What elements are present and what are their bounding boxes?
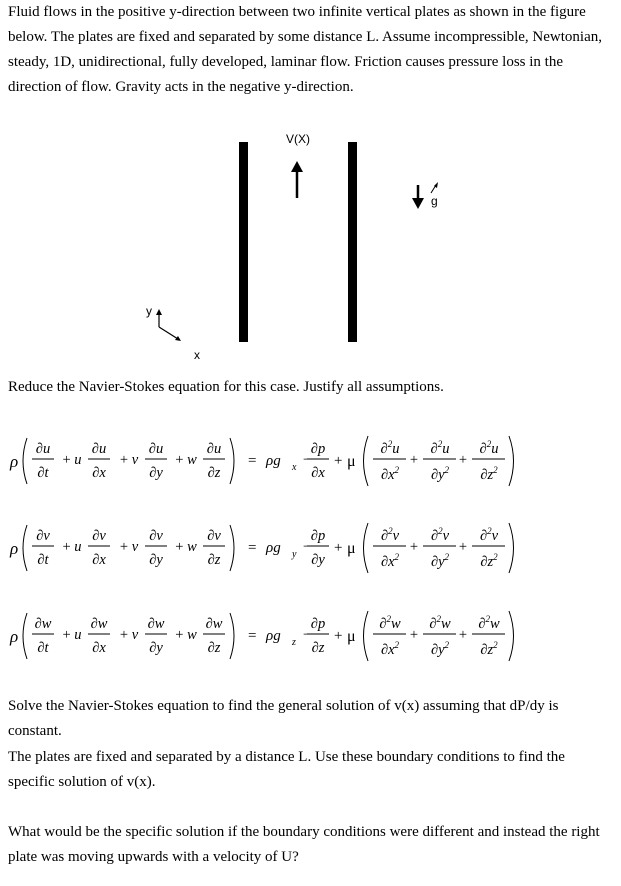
svg-text:ρ: ρ xyxy=(10,627,19,646)
svg-text:+ u: + u xyxy=(62,452,82,468)
svg-text:∂z: ∂z xyxy=(311,640,325,656)
svg-text:∂w: ∂w xyxy=(147,616,165,632)
svg-text:+: + xyxy=(409,627,419,643)
svg-text:∂z2: $\partial z^2$ xyxy=(480,640,498,658)
svg-text:∂y: ∂y xyxy=(149,552,163,568)
svg-text:+: + xyxy=(334,540,343,556)
svg-text:+: + xyxy=(409,539,419,555)
svg-text:μ: μ xyxy=(347,628,356,645)
flow-figure xyxy=(0,130,621,370)
svg-text:∂u: ∂u xyxy=(148,441,164,457)
equation-z-momentum xyxy=(0,603,621,669)
svg-text:=: = xyxy=(248,453,257,469)
svg-text:∂p: ∂p xyxy=(310,441,326,457)
svg-text:+ u: + u xyxy=(62,627,82,643)
svg-text:∂z: ∂z xyxy=(207,465,221,481)
svg-text:ρg: ρg xyxy=(266,540,281,556)
figure-drawing xyxy=(0,130,621,370)
svg-text:=: = xyxy=(248,628,257,644)
svg-text:∂2u: ∂$^2$u xyxy=(380,439,400,457)
gravity-term: ρg xyxy=(266,453,281,469)
svg-text:∂w: ∂w xyxy=(205,616,223,632)
svg-text:∂2w: ∂$^2$w xyxy=(478,614,500,632)
svg-text:∂2v: ∂$^2$v xyxy=(430,526,450,544)
svg-text:∂2u: ∂$^2$u xyxy=(479,439,499,457)
svg-text:∂z: ∂z xyxy=(207,640,221,656)
vector-arrow-icon xyxy=(431,182,438,193)
svg-text:∂2u: ∂$^2$u xyxy=(430,439,450,457)
svg-text:∂y: ∂y xyxy=(311,552,325,568)
svg-text:+ v: + v xyxy=(119,539,139,555)
svg-text:∂2w: ∂$^2$w xyxy=(429,614,451,632)
svg-text:∂2w: ∂$^2$w xyxy=(379,614,401,632)
svg-text:∂t: ∂t xyxy=(37,640,49,656)
svg-text:y: y xyxy=(292,549,297,560)
svg-text:∂x2: $\partial x^2$ xyxy=(380,640,400,658)
question-general-solution: Solve the Navier-Stokes equation to find the general solution of v(x) assuming that dP/dy is constant. xyxy=(8,698,559,739)
svg-text:∂t: ∂t xyxy=(37,465,49,481)
svg-text:∂v: ∂v xyxy=(149,528,163,544)
gravity-label: g xyxy=(431,194,438,208)
question-moving-plate: What would be the specific solution if the boundary conditions were different and instead the right plate was moving upwards with a velocity of U? xyxy=(8,824,600,865)
svg-text:+: + xyxy=(334,453,343,469)
svg-text:∂2v: ∂$^2$v xyxy=(479,526,499,544)
svg-text:z: z xyxy=(292,637,296,648)
svg-text:∂y2: $\partial y^2$ xyxy=(430,640,450,658)
svg-text:−: − xyxy=(303,452,312,468)
axis-x-label: x xyxy=(194,348,200,362)
velocity-arrow-icon xyxy=(291,161,303,198)
svg-text:∂p: ∂p xyxy=(310,528,326,544)
svg-text:∂w: ∂w xyxy=(90,616,108,632)
svg-text:∂x2: $\partial x^2$ xyxy=(380,465,400,483)
svg-text:+ w: + w xyxy=(175,627,197,643)
svg-text:∂z: ∂z xyxy=(207,552,221,568)
svg-text:+: + xyxy=(458,539,468,555)
svg-text:+ w: + w xyxy=(175,539,197,555)
svg-text:ρg: ρg xyxy=(266,628,281,644)
svg-text:+: + xyxy=(409,452,419,468)
problem-intro: Fluid flows in the positive y-direction between two infinite vertical plates as shown in the figure below. The plates are fixed and separated by some distance L. Assume incompressible, Newtonian, steady, 1D, unidirectional, fully developed, laminar flow. Friction causes pressure loss in the direction of flow. Gravity acts in the negative y-direction. xyxy=(8,4,602,95)
svg-text:+ w: + w xyxy=(175,452,197,468)
coordinate-axes-icon xyxy=(156,309,181,341)
svg-text:∂x2: $\partial x^2$ xyxy=(380,552,400,570)
mu-symbol: μ xyxy=(347,453,356,470)
left-plate xyxy=(239,142,248,342)
svg-text:∂v: ∂v xyxy=(92,528,106,544)
svg-text:∂y2: $\partial y^2$ xyxy=(430,465,450,483)
question-boundary-conditions: The plates are fixed and separated by a distance L. Use these boundary conditions to find the specific solution of v(x). xyxy=(8,749,565,790)
rho-symbol: ρ xyxy=(10,452,19,471)
svg-text:∂p: ∂p xyxy=(310,616,326,632)
svg-text:+ v: + v xyxy=(119,452,139,468)
equation-y-momentum xyxy=(0,515,621,581)
svg-text:=: = xyxy=(248,540,257,556)
svg-text:∂2v: ∂$^2$v xyxy=(380,526,400,544)
svg-text:ρ: ρ xyxy=(10,539,19,558)
svg-text:∂x: ∂x xyxy=(92,552,106,568)
svg-text:μ: μ xyxy=(347,540,356,557)
svg-text:∂y: ∂y xyxy=(149,640,163,656)
svg-text:∂w: ∂w xyxy=(34,616,52,632)
svg-text:+: + xyxy=(458,452,468,468)
axis-y-label: y xyxy=(146,304,152,318)
svg-text:∂u: ∂u xyxy=(91,441,107,457)
svg-text:−: − xyxy=(303,539,312,555)
svg-text:∂z2: $\partial z^2$ xyxy=(480,465,498,483)
svg-text:+: + xyxy=(334,628,343,644)
svg-text:∂v: ∂v xyxy=(36,528,50,544)
svg-text:∂x: ∂x xyxy=(92,640,106,656)
velocity-label: V(X) xyxy=(286,132,310,146)
equation-x-momentum xyxy=(0,428,621,494)
svg-text:∂x: ∂x xyxy=(311,465,325,481)
svg-text:∂u: ∂u xyxy=(206,441,222,457)
svg-text:∂x: ∂x xyxy=(92,465,106,481)
svg-text:∂v: ∂v xyxy=(207,528,221,544)
svg-text:x: x xyxy=(292,462,297,473)
svg-text:−: − xyxy=(303,627,312,643)
svg-text:∂z2: $\partial z^2$ xyxy=(480,552,498,570)
svg-text:∂y2: $\partial y^2$ xyxy=(430,552,450,570)
svg-text:+ v: + v xyxy=(119,627,139,643)
svg-text:+: + xyxy=(458,627,468,643)
svg-text:+ u: + u xyxy=(62,539,82,555)
svg-text:∂y: ∂y xyxy=(149,465,163,481)
right-plate xyxy=(348,142,357,342)
svg-text:∂t: ∂t xyxy=(37,552,49,568)
question-reduce: Reduce the Navier-Stokes equation for this case. Justify all assumptions. xyxy=(8,379,444,395)
gravity-arrow-icon xyxy=(412,185,424,209)
svg-text:∂u: ∂u xyxy=(35,441,51,457)
